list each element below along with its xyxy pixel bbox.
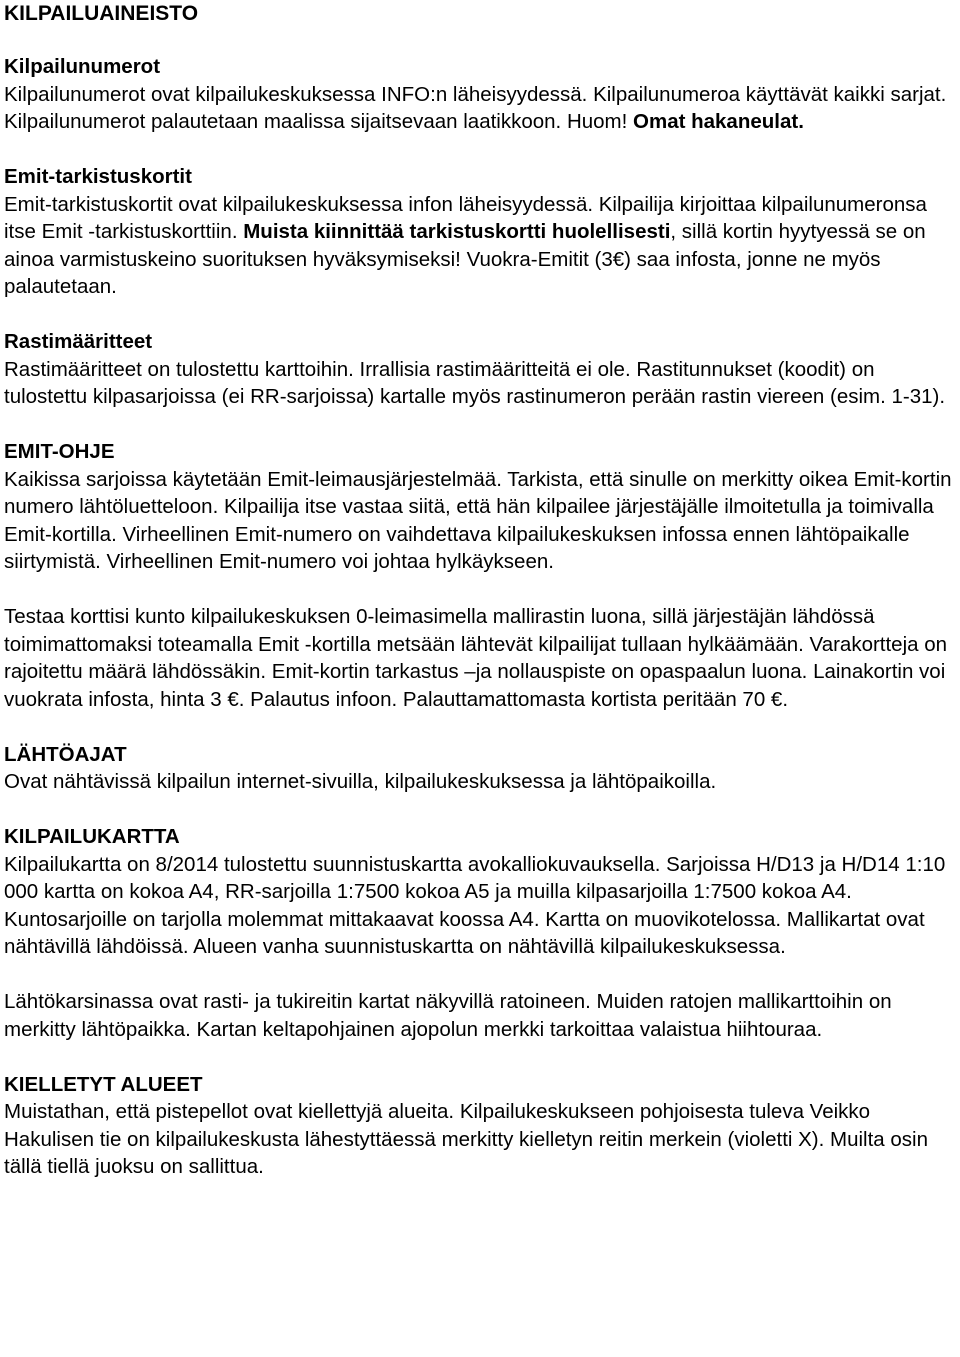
body-text: , sillä kortin hyytyessä se on ainoa varmistuskeino suorituksen hyväksymiseksi! Vuokra-Emitit (3€) saa infosta, jonne ne myös palautetaan. <box>4 220 926 298</box>
section-heading: EMIT-OHJE <box>4 440 115 463</box>
spacer <box>4 136 956 164</box>
spacer <box>4 713 956 741</box>
section-emit-ohje <box>4 438 956 713</box>
section-body: Kilpailukartta on 8/2014 tulostettu suunnistuskartta avokalliokuvauksella. Sarjoissa H/D13 ja H/D14 1:10 000 kartta on kokoa A4, RR-sarjoilla 1:7500 kokoa A5 ja muilla kilpasarjoilla 1:7500 kokoa A4. Kuntosarjoille on tarjolla molemmat mittakaavat koossa A4. Kartta on muovikotelossa. Mallikartat ovat nähtävillä lähdöissä. Alueen vanha suunnistuskartta on nähtävillä kilpailukeskuksessa. <box>4 852 946 958</box>
section-heading: Kilpailunumerot <box>4 55 161 78</box>
section-body: Kaikissa sarjoissa käytetään Emit-leimausjärjestelmää. Tarkista, että sinulle on merkitty oikea Emit-kortin numero lähtöluetteloon. Kilpailija itse vastaa siitä, että hän kilpailee järjestäjälle ilmoitetulla ja toimivalla Emit-kortilla. Virheellinen Emit-numero on vaihdettava kilpailukeskuksen infossa ennen lähtöpaikalle siirtymistä. Virheellinen Emit-numero voi johtaa hylkäykseen. <box>4 467 952 573</box>
section-kielletyt-alueet <box>4 1071 956 1181</box>
spacer <box>4 27 956 53</box>
spacer <box>4 301 956 329</box>
spacer <box>4 411 956 439</box>
body-text: Emit-tarkistuskortit ovat kilpailukeskuksessa infon läheisyydessä. Kilpailija kirjoittaa kilpailunumeronsa itse Emit -tarkistuskorttiin. <box>4 192 927 243</box>
section-body: Lähtökarsinassa ovat rasti- ja tukireitin kartat näkyvillä ratoineen. Muiden ratojen mallikarttoihin on merkitty lähtöpaikka. Kartan keltapohjainen ajopolun merkki tarkoittaa valaistua hiihtouraa. <box>4 990 892 1041</box>
spacer <box>4 961 956 989</box>
section-body: Rastimääritteet on tulostettu karttoihin. Irrallisia rastimääritteitä ei ole. Rastitunnukset (koodit) on tulostettu kilpasarjoissa (ei RR-sarjoissa) kartalle myös rastinumeron perään rastin viereen (esim. 1-31). <box>4 357 946 408</box>
section-heading: Emit-tarkistuskortit <box>4 165 192 188</box>
document-title: KILPAILUAINEISTO <box>4 2 199 25</box>
body-bold-text: Omat hakaneulat. <box>633 110 804 133</box>
section-kilpailukartta <box>4 823 956 1043</box>
body-bold-text: Muista kiinnittää tarkistuskortti huolellisesti <box>243 220 671 243</box>
section-body: Testaa korttisi kunto kilpailukeskuksen 0-leimasimella mallirastin luona, sillä järjestäjän lähdössä toimimattomaksi toteamalla Emit -kortilla metsään lähtevät kilpailijat tullaan hylkäämään. Varakortteja on rajoitettu määrä lähdössäkin. Emit-kortin tarkastus –ja nollauspiste on opaspaalun luona. Lainakortin voi vuokrata infosta, hinta 3 €. Palautus infoon. Palauttamattomasta kortista peritään 70 €. <box>4 605 948 711</box>
section-heading: KIELLETYT ALUEET <box>4 1072 203 1096</box>
spacer <box>4 1043 956 1071</box>
section-kilpailunumerot <box>4 53 956 136</box>
section-body: Ovat nähtävissä kilpailun internet-sivuilla, kilpailukeskuksessa ja lähtöpaikoilla. <box>4 770 717 793</box>
section-heading: KILPAILUKARTTA <box>4 825 180 848</box>
section-body <box>4 191 956 301</box>
section-heading: Rastimääritteet <box>4 330 153 353</box>
section-heading: LÄHTÖAJAT <box>4 742 127 766</box>
body-text: Kilpailunumerot ovat kilpailukeskuksessa INFO:n läheisyydessä. Kilpailunumeroa käyttävät kaikki sarjat. Kilpailunumerot palautetaan maalissa sijaitsevaan laatikkoon. Huom! <box>4 82 947 133</box>
section-lahtoajat <box>4 741 956 796</box>
section-rastimaaritteet <box>4 328 956 411</box>
section-body <box>4 81 956 136</box>
spacer <box>4 576 956 604</box>
section-body: Muistathan, että pistepellot ovat kiellettyjä alueita. Kilpailukeskukseen pohjoisesta tuleva Veikko Hakulisen tie on kilpailukeskusta lähestyttäessä merkitty kielletyn reitin merkein (violetti X). Muilta osin tällä tiellä juoksu on sallittua. <box>4 1100 929 1178</box>
section-emit-tarkistuskortit <box>4 163 956 301</box>
spacer <box>4 796 956 824</box>
